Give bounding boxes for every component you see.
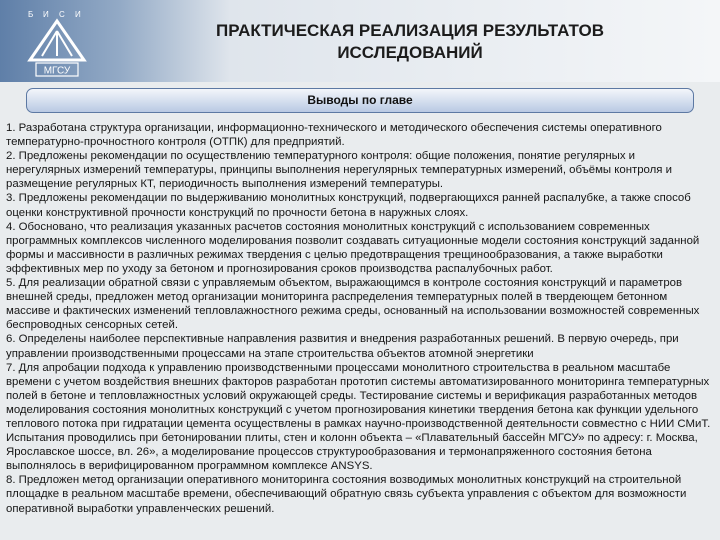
title-line-2: ИССЛЕДОВАНИЙ [337, 43, 483, 62]
conclusion-item: 1. Разработана структура организации, информационно-технического и методического обеспечения системы оперативного температурно-прочностного контроля (ОТПК) для предприятий. [6, 122, 662, 149]
conclusion-item: 5. Для реализации обратной связи с управляемым объектом, выражающимся в контроле состояния конструкций и параметров внешней среды, предложен метод организации мониторинга распределения температурных полей в твердеющем бетонном массиве и фактических изменений тепловлажностного режима среды, основанный на использовании возможностей современных беспроводных сенсорных сетей. [6, 277, 700, 332]
mgsu-logo [22, 4, 92, 78]
logo-letter: С [59, 10, 65, 19]
conclusion-item: 3. Предложены рекомендации по выдерживанию монолитных конструкций, подвергающихся ранней распалубке, а также способ оценки конструктивной прочности конструкций по прочности бетона в наружных слоях. [6, 192, 691, 219]
section-header: Выводы по главе [26, 88, 694, 113]
conclusion-item: 8. Предложен метод организации оперативного мониторинга состояния возводимых монолитных конструкций на строительной площадке в реальном масштабе времени, обеспечивающий обратную связь субъекта управления с объектом для возможности оперативной выработки управленческих решений. [6, 474, 687, 515]
logo-letter: И [75, 10, 81, 19]
conclusion-item: 6. Определены наиболее перспективные направления развития и внедрения разработанных решений. В первую очередь, при управлении производственными процессами на этапе строительства объектов атомной энергетики [6, 333, 679, 360]
conclusions-list [6, 121, 712, 516]
conclusion-item: 4. Обосновано, что реализация указанных расчетов состояния монолитных конструкций с использованием современных программных комплексов численного моделирования позволит создавать ситуационные модели состояния конструкций заданной формы и массивности в различных режимах твердения с целью предотвращения трещинообразования, а также выработки эффективных мер по уходу за бетоном и прогнозирования сроков производства распалубочных работ. [6, 220, 700, 275]
logo-letter: Б [28, 10, 34, 19]
title-line-1: ПРАКТИЧЕСКАЯ РЕАЛИЗАЦИЯ РЕЗУЛЬТАТОВ [216, 21, 604, 40]
conclusion-item: 2. Предложены рекомендации по осуществлению температурного контроля: общие положения, понятие регулярных и нерегулярных измерений температуры, принципы выполнения нерегулярных температурных измерений, объёмы контроля и размещение регулярных КТ, периодичность выполнения измерений температуры. [6, 150, 672, 191]
logo-letter: И [43, 10, 49, 19]
logo-text: МГСУ [43, 65, 71, 77]
conclusion-item: 7. Для апробации подхода к управлению производственными процессами монолитного строительства в реальном масштабе времени с учетом воздействия внешних факторов разработан прототип системы автоматизированного мониторинга температурных полей в бетоне и тепловлажностных условий окружающей среды. Тестирование системы и верификация разработанных методов моделирования состояния монолитных конструкций с учетом прогнозирования кинетики твердения бетона как функции удельного теплового потока при гидратации цемента осуществлены в рамках научно-производственной деятельности совместно с НИИ СМиТ. Испытания проводились при бетонировании плиты, стен и колонн объекта – «Плавательный бассейн МГСУ» по адресу: г. Москва, Ярославское шоссе, вл. 26», а моделирование процессов структурообразования и термонапряженного состояния бетона выполнялось в верифицированном программном комплексе ANSYS. [6, 361, 711, 473]
page-title [150, 20, 670, 64]
header-banner [0, 0, 720, 82]
